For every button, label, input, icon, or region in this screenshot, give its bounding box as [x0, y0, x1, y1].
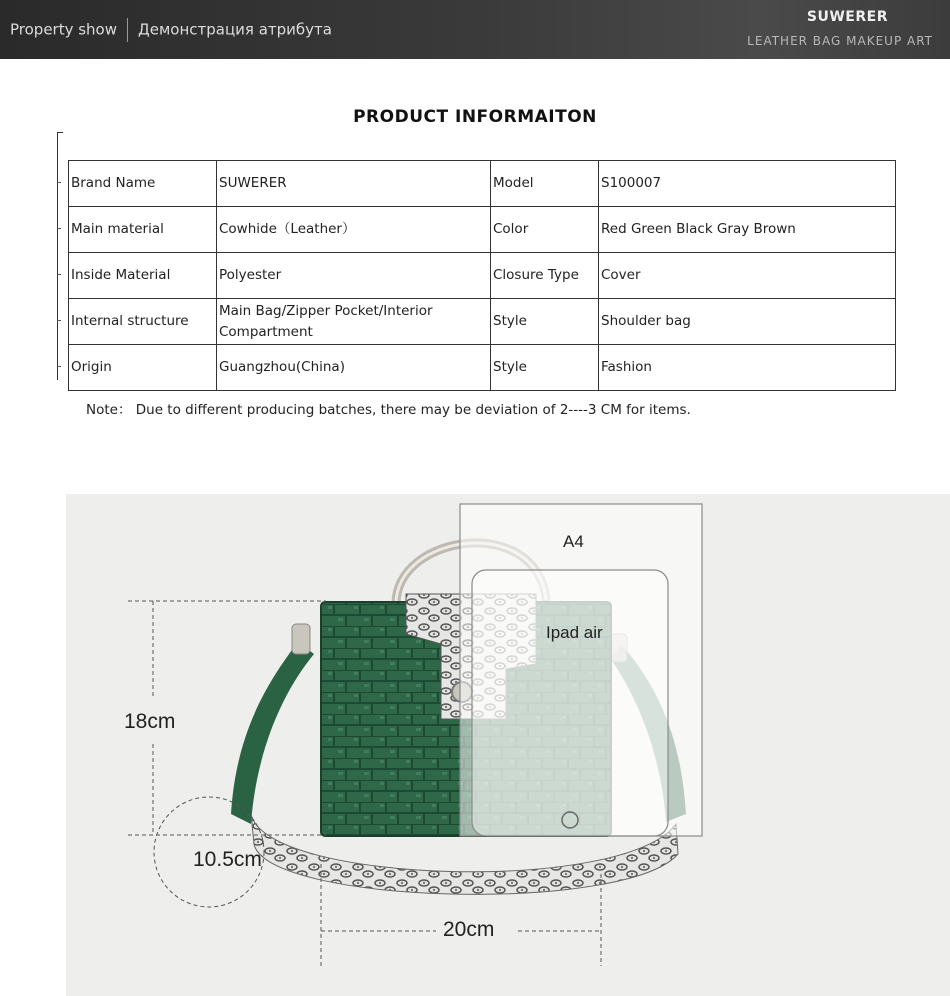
- deviation-note: Note： Due to different producing batches, there may be deviation of 2----3 CM for items.: [86, 402, 691, 418]
- table-value-cell: Polyester: [217, 253, 491, 299]
- header-banner: [0, 0, 950, 59]
- property-show-title: Property show: [10, 20, 118, 39]
- table-value-cell: Main Bag/Zipper Pocket/Interior Compartment: [217, 299, 491, 345]
- table-value-cell: S100007: [599, 161, 896, 207]
- table-label-cell: Origin: [69, 345, 217, 391]
- product-photo: [66, 494, 950, 996]
- bracket-top: [57, 132, 63, 133]
- table-value-cell: SUWERER: [217, 161, 491, 207]
- ipad-outline: [472, 570, 668, 836]
- bag-illustration: [66, 494, 950, 996]
- table-row: [69, 161, 896, 207]
- bracket-tick: [57, 320, 61, 321]
- strap-green-left: [231, 642, 314, 824]
- table-label-cell: Inside Material: [69, 253, 217, 299]
- brand-tagline: LEATHER BAG MAKEUP ART: [747, 34, 933, 48]
- bracket-line: [57, 132, 58, 380]
- banner-divider: [127, 18, 128, 42]
- bracket-tick: [57, 366, 61, 367]
- depth-label: 10.5cm: [193, 848, 262, 871]
- table-value-cell: Red Green Black Gray Brown: [599, 207, 896, 253]
- ipad-label: Ipad air: [546, 623, 603, 642]
- page-title: PRODUCT INFORMAITON: [353, 107, 597, 127]
- table-label-cell: Style: [491, 345, 599, 391]
- table-label-cell: Model: [491, 161, 599, 207]
- bracket-tick: [57, 228, 61, 229]
- product-info-table: [68, 160, 896, 391]
- bracket-tick: [57, 274, 61, 275]
- table-row: [69, 253, 896, 299]
- table-label-cell: Main material: [69, 207, 217, 253]
- height-label: 18cm: [124, 710, 176, 733]
- table-value-cell: Cowhide（Leather）: [217, 207, 491, 253]
- table-value-cell: Cover: [599, 253, 896, 299]
- table-value-cell: Guangzhou(China): [217, 345, 491, 391]
- brand-logo: SUWERER: [806, 9, 888, 25]
- table-value-cell: Shoulder bag: [599, 299, 896, 345]
- table-row: [69, 345, 896, 391]
- bracket-tick: [57, 182, 61, 183]
- table-row: [69, 299, 896, 345]
- table-row: [69, 207, 896, 253]
- a4-label: A4: [563, 532, 584, 551]
- table-label-cell: Closure Type: [491, 253, 599, 299]
- width-label: 20cm: [443, 918, 495, 941]
- table-label-cell: Color: [491, 207, 599, 253]
- table-label-cell: Brand Name: [69, 161, 217, 207]
- table-label-cell: Style: [491, 299, 599, 345]
- property-show-subtitle: Демонстрация атрибута: [138, 20, 332, 39]
- table-value-cell: Fashion: [599, 345, 896, 391]
- product-info-body: [69, 161, 896, 391]
- table-label-cell: Internal structure: [69, 299, 217, 345]
- banner-titles: [10, 18, 332, 42]
